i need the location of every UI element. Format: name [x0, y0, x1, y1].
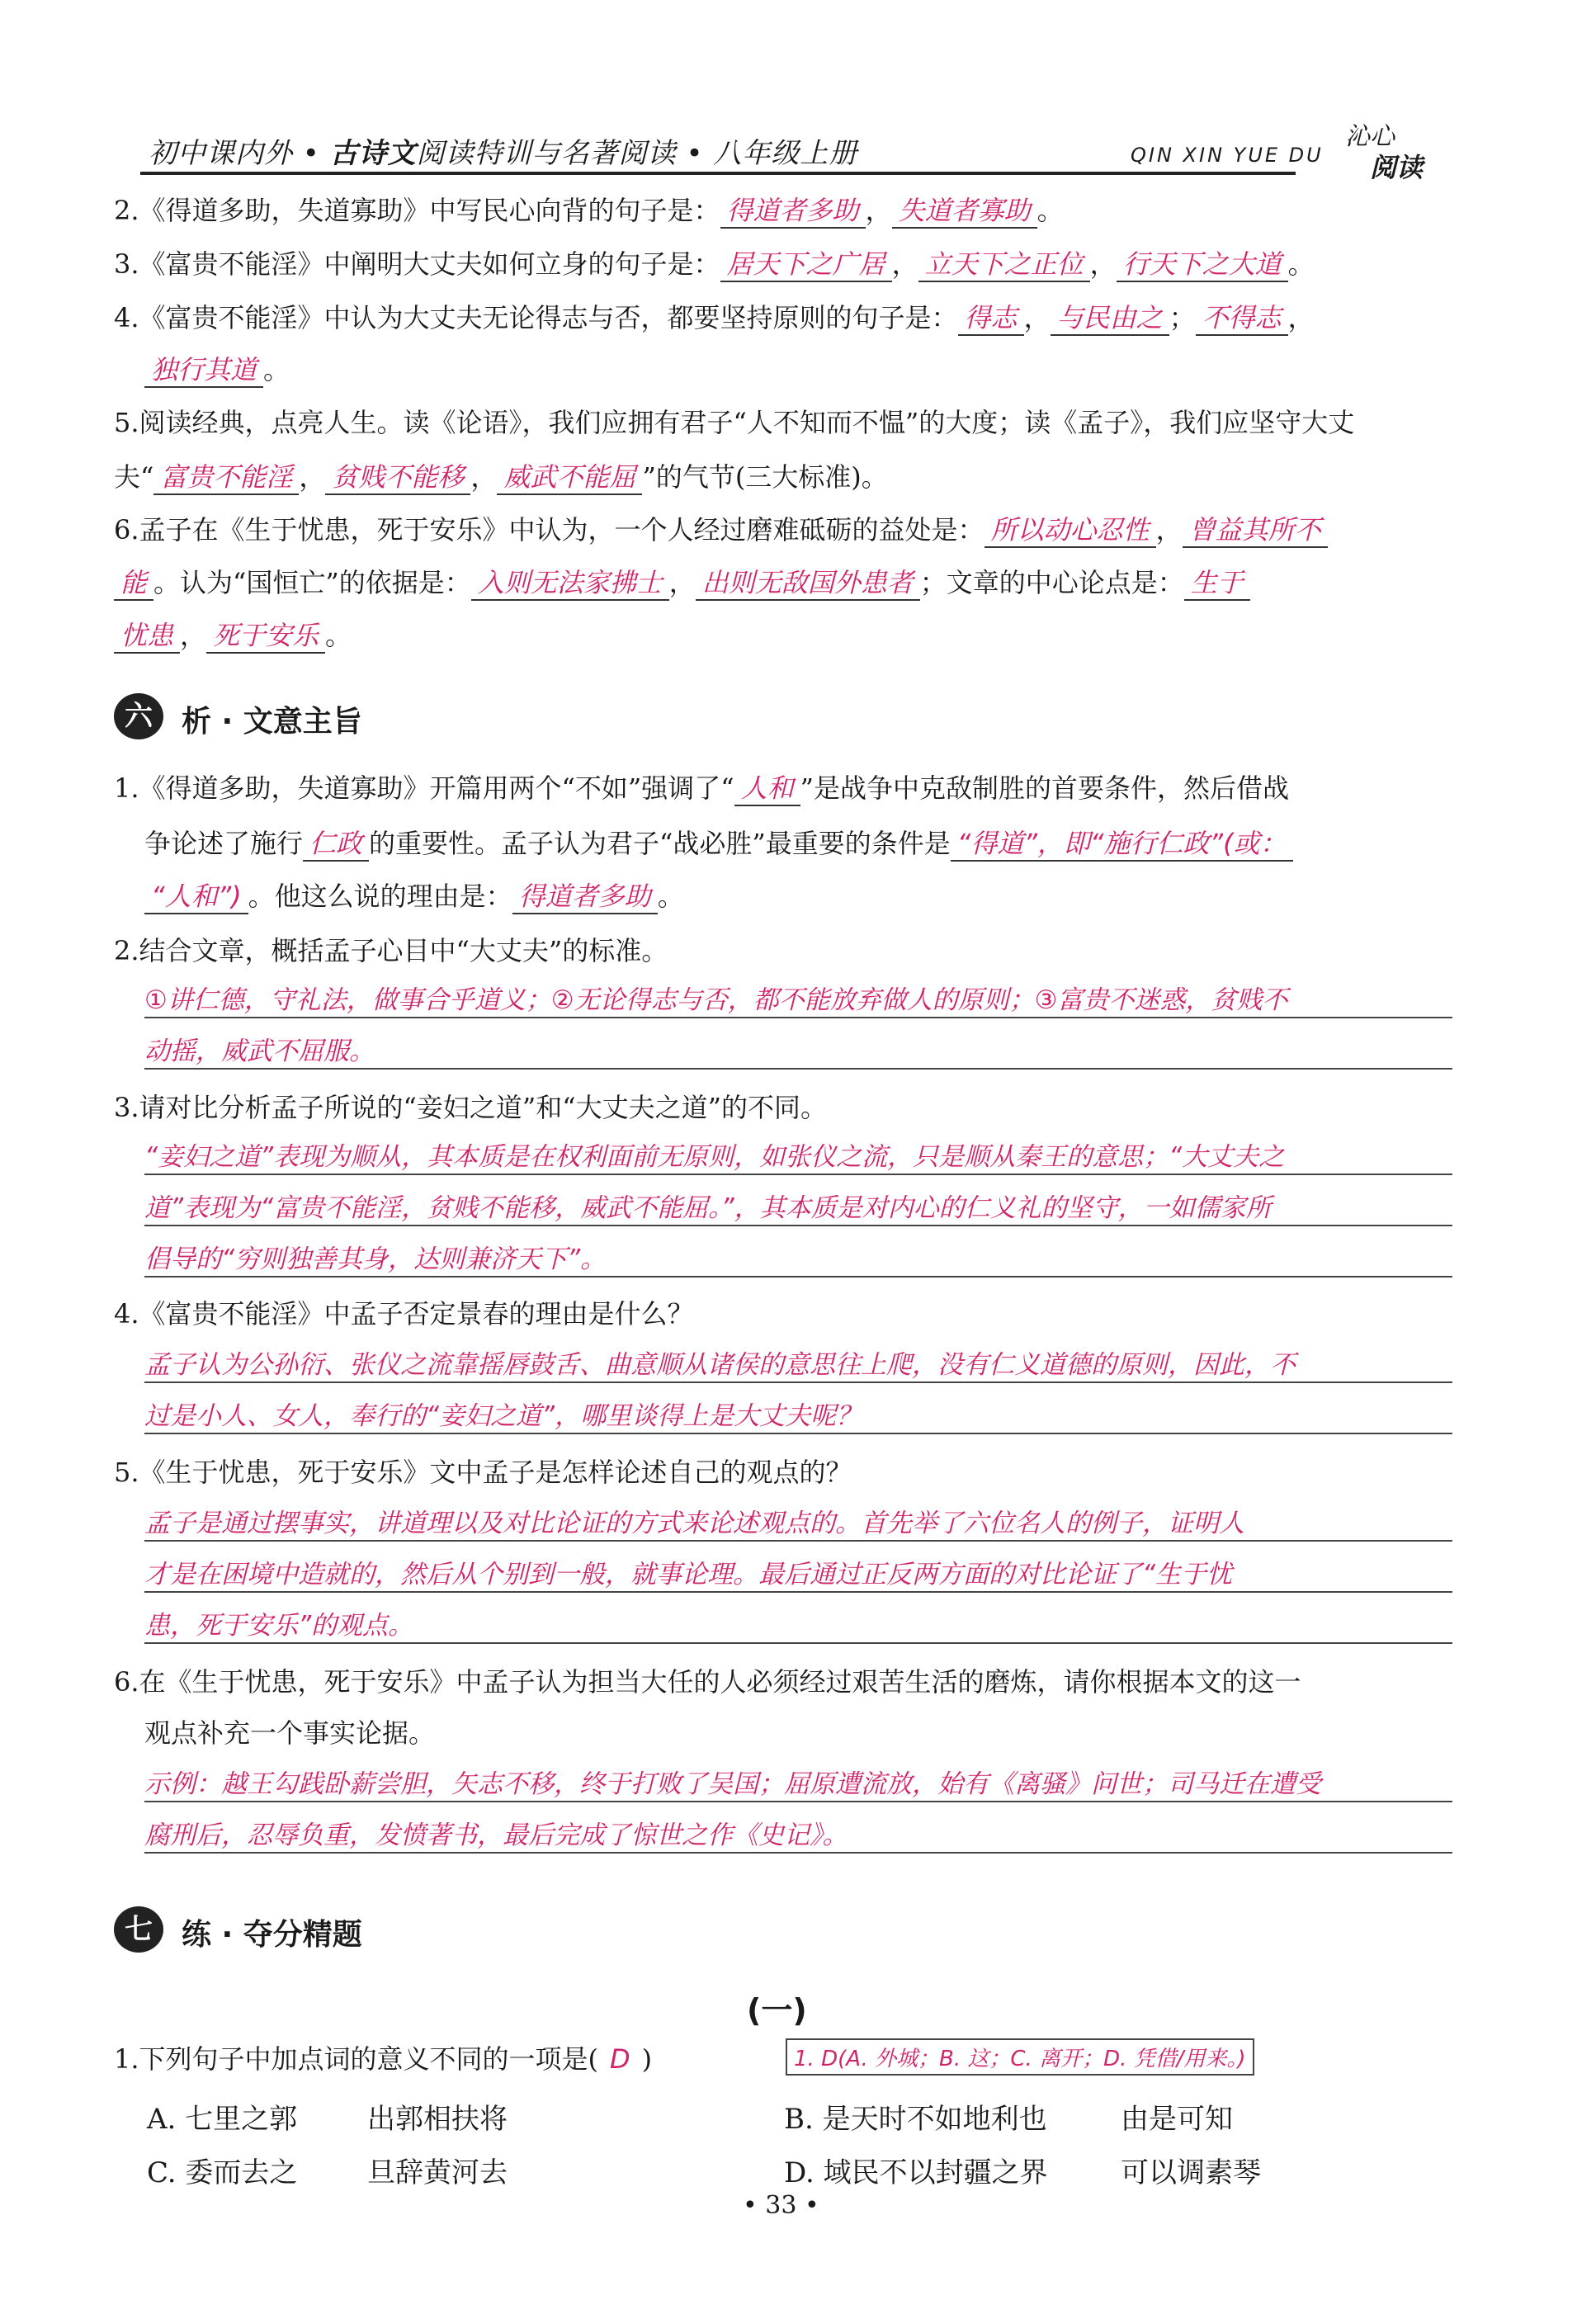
question-text: 4.《富贵不能淫》中认为大丈夫无论得志与否，都要坚持原则的句子是：: [114, 302, 958, 333]
answer-blank: 能: [114, 566, 153, 601]
answer-blank: 得志: [958, 301, 1024, 336]
header-title-rest: 阅读特训与名著阅读 • 八年级上册: [416, 137, 858, 170]
section-banner-7: [114, 1906, 444, 1953]
s7-question-1: [114, 2043, 652, 2076]
answer-line: 患，死于安乐”的观点。: [144, 1609, 1452, 1644]
question-text: 。他这么说的理由是：: [248, 881, 512, 912]
question-text: 1.下列句子中加点词的意义不同的一项是(: [114, 2043, 599, 2075]
answer-blank: 仁政: [303, 827, 369, 862]
answer-blank: 不得志: [1196, 301, 1288, 336]
option-b-2: 由是可知: [1121, 2103, 1233, 2136]
answer-choice: D: [610, 2043, 630, 2075]
question-6: 6.孟子在《生于忧患，死于安乐》中认为，一个人经过磨难砥砺的益处是： 所以动心忍性 ， 曾益其所不: [114, 513, 1328, 548]
answer-line: 腐刑后，忍辱负重，发愤著书，最后完成了惊世之作《史记》。: [144, 1819, 1452, 1854]
answer-line: 示例：越王勾践卧薪尝胆，矢志不移，终于打败了吴国；屈原遭流放，始有《离骚》问世；司马迁在遭受: [144, 1768, 1452, 1802]
header-logo: [1312, 116, 1452, 182]
question-4: 4.《富贵不能淫》中认为大丈夫无论得志与否，都要坚持原则的句子是： 得志 ， 与民由之 ； 不得志 ，: [114, 301, 1315, 336]
question-4-cont: 独行其道 。: [144, 353, 290, 388]
option-a-2: 出郭相扶将: [367, 2103, 508, 2136]
option-b-1: B. 是天时不如地利也: [784, 2103, 1047, 2136]
question-6-cont: 能 。认为“国恒亡”的依据是： 入则无法家拂士 ， 出则无敌国外患者 ；文章的中心论点是： 生于: [114, 566, 1250, 601]
option-a-1: A. 七里之郭: [147, 2103, 298, 2136]
s6-question-3: 3.请对比分析孟子所说的“妾妇之道”和“大丈夫之道”的不同。: [114, 1092, 827, 1123]
answer-blank: 行天下之大道: [1117, 248, 1288, 282]
header-english: QIN XIN YUE DU: [1131, 144, 1324, 167]
answer-line: ①讲仁德，守礼法，做事合乎道义；②无论得志与否，都不能放弃做人的原则；③富贵不迷惑，贫贱不: [144, 984, 1452, 1018]
answer-blank: “人和”): [144, 880, 248, 914]
question-text: ): [641, 2043, 653, 2075]
answer-blank: 贫贱不能移: [325, 460, 470, 495]
option-c-2: 旦辞黄河去: [367, 2156, 508, 2189]
option-d-2: 可以调素琴: [1121, 2156, 1261, 2189]
answer-blank: 忧患: [114, 619, 180, 654]
header-rule: [140, 172, 1296, 175]
answer-blank: 入则无法家拂士: [471, 566, 669, 601]
answer-blank: 与民由之: [1051, 301, 1169, 336]
option-d-1: D. 域民不以封疆之界: [784, 2156, 1048, 2189]
subheading: (一): [747, 1992, 807, 2028]
answer-blank: 失道者寡助: [892, 194, 1037, 229]
section-title: 析 · 文意主旨: [182, 705, 362, 739]
s6-question-5: 5.《生于忧患，死于安乐》文中孟子是怎样论述自己的观点的？: [114, 1457, 852, 1488]
question-5-cont: 夫“ 富贵不能淫 ， 贫贱不能移 ， 威武不能屈 ”的气节(三大标准)。: [114, 460, 888, 495]
answer-line: 孟子认为公孙衍、张仪之流靠摇唇鼓舌、曲意顺从诸侯的意思往上爬，没有仁义道德的原则，因此，不: [144, 1348, 1452, 1383]
answer-blank: 得道者多助: [512, 880, 658, 914]
answer-line: 过是小人、女人，奉行的“妾妇之道”，哪里谈得上是大丈夫呢？: [144, 1400, 1452, 1434]
option-c-1: C. 委而去之: [147, 2156, 298, 2189]
answer-blank: 死于安乐: [206, 619, 325, 654]
question-text: 2.《得道多助，失道寡助》中写民心向背的句子是：: [114, 195, 720, 226]
page-header: [140, 116, 1452, 182]
answer-blank: 所以动心忍性: [985, 513, 1156, 548]
question-text: 。认为“国恒亡”的依据是：: [153, 567, 471, 598]
s6-question-6-cont: 观点补充一个事实论据。: [144, 1717, 436, 1749]
answer-blank: 人和: [734, 772, 800, 806]
question-6-cont2: 忧患 ， 死于安乐 。: [114, 619, 352, 654]
s6-question-4: 4.《富贵不能淫》中孟子否定景春的理由是什么？: [114, 1298, 694, 1329]
question-text: 5.阅读经典，点亮人生。读《论语》，我们应拥有君子“人不知而不愠”的大度；读《孟子》，我们应坚守大丈: [114, 407, 1355, 438]
s6-question-1: [114, 772, 1289, 806]
answer-blank: 独行其道: [144, 353, 263, 388]
answer-blank: 曾益其所不: [1183, 513, 1328, 548]
s6-question-6: 6.在《生于忧患，死于安乐》中孟子认为担当大任的人必须经过艰苦生活的磨炼，请你根据本文的这一: [114, 1666, 1301, 1698]
answer-note: 1. D(A. 外城；B. 这；C. 离开；D. 凭借/用来。): [786, 2038, 1254, 2076]
answer-blank: 生于: [1184, 566, 1250, 601]
answer-blank: 立天下之正位: [918, 248, 1090, 282]
header-title-bold: 古诗文: [329, 137, 417, 170]
question-5: [114, 406, 1354, 439]
logo-line2: 阅读: [1370, 152, 1424, 183]
answer-line: “妾妇之道”表现为顺从，其本质是在权利面前无原则，如张仪之流，只是顺从秦王的意思；“大丈夫之: [144, 1141, 1452, 1175]
section-banner-6: [114, 693, 444, 739]
page-number: • 33 •: [743, 2191, 819, 2220]
header-title-prefix: 初中课内外 •: [149, 137, 330, 170]
answer-blank: 富贵不能淫: [153, 460, 299, 495]
question-text: 1.《得道多助，失道寡助》开篇用两个“不如”强调了“: [114, 772, 734, 804]
question-text: ；文章的中心论点是：: [919, 567, 1184, 598]
s6-question-2: 2.结合文章，概括孟子心目中“大丈夫”的标准。: [114, 935, 668, 966]
question-text: 6.孟子在《生于忧患，死于安乐》中认为，一个人经过磨难砥砺的益处是：: [114, 514, 985, 545]
answer-blank: 出则无敌国外患者: [696, 566, 920, 601]
question-2: 2.《得道多助，失道寡助》中写民心向背的句子是： 得道者多助 ， 失道者寡助 。: [114, 194, 1064, 229]
answer-line: 倡导的“穷则独善其身，达则兼济天下”。: [144, 1243, 1452, 1278]
logo-line1: 沁心: [1345, 122, 1395, 151]
question-text: 夫“: [114, 461, 154, 493]
header-title: [149, 130, 857, 171]
answer-line: 动摇，威武不屈服。: [144, 1035, 1452, 1070]
question-text: ”的气节(三大标准)。: [642, 461, 888, 493]
answer-line: 孟子是通过摆事实，讲道理以及对比论证的方式来论述观点的。首先举了六位名人的例子，证明人: [144, 1507, 1452, 1542]
answer-line: 道”表现为“富贵不能淫，贫贱不能移，威武不能屈。”，其本质是对内心的仁义礼的坚守，一如儒家所: [144, 1192, 1452, 1226]
s6-question-1-cont: [144, 827, 1293, 862]
section-number: 六: [114, 693, 163, 739]
question-3: 3.《富贵不能淫》中阐明大丈夫如何立身的句子是： 居天下之广居 ， 立天下之正位 ， 行天下之大道 。: [114, 248, 1315, 282]
question-text: 3.《富贵不能淫》中阐明大丈夫如何立身的句子是：: [114, 248, 720, 280]
answer-blank: 威武不能屈: [497, 460, 642, 495]
answer-blank: 居天下之广居: [720, 248, 892, 282]
answer-line: 才是在困境中造就的，然后从个别到一般，就事论理。最后通过正反两方面的对比论证了“生于忧: [144, 1558, 1452, 1593]
s6-question-1-cont2: “人和”) 。他这么说的理由是： 得道者多助 。: [144, 880, 684, 914]
question-text: 争论述了施行: [144, 828, 304, 859]
section-title: 练 · 夺分精题: [182, 1918, 362, 1952]
question-text: ”是战争中克敌制胜的首要条件，然后借战: [800, 772, 1290, 804]
answer-blank: “得道”，即“施行仁政”(或：: [951, 827, 1293, 862]
question-text: 的重要性。孟子认为君子“战必胜”最重要的条件是: [369, 828, 951, 859]
section-number: 七: [114, 1906, 163, 1953]
answer-blank: 得道者多助: [720, 194, 866, 229]
